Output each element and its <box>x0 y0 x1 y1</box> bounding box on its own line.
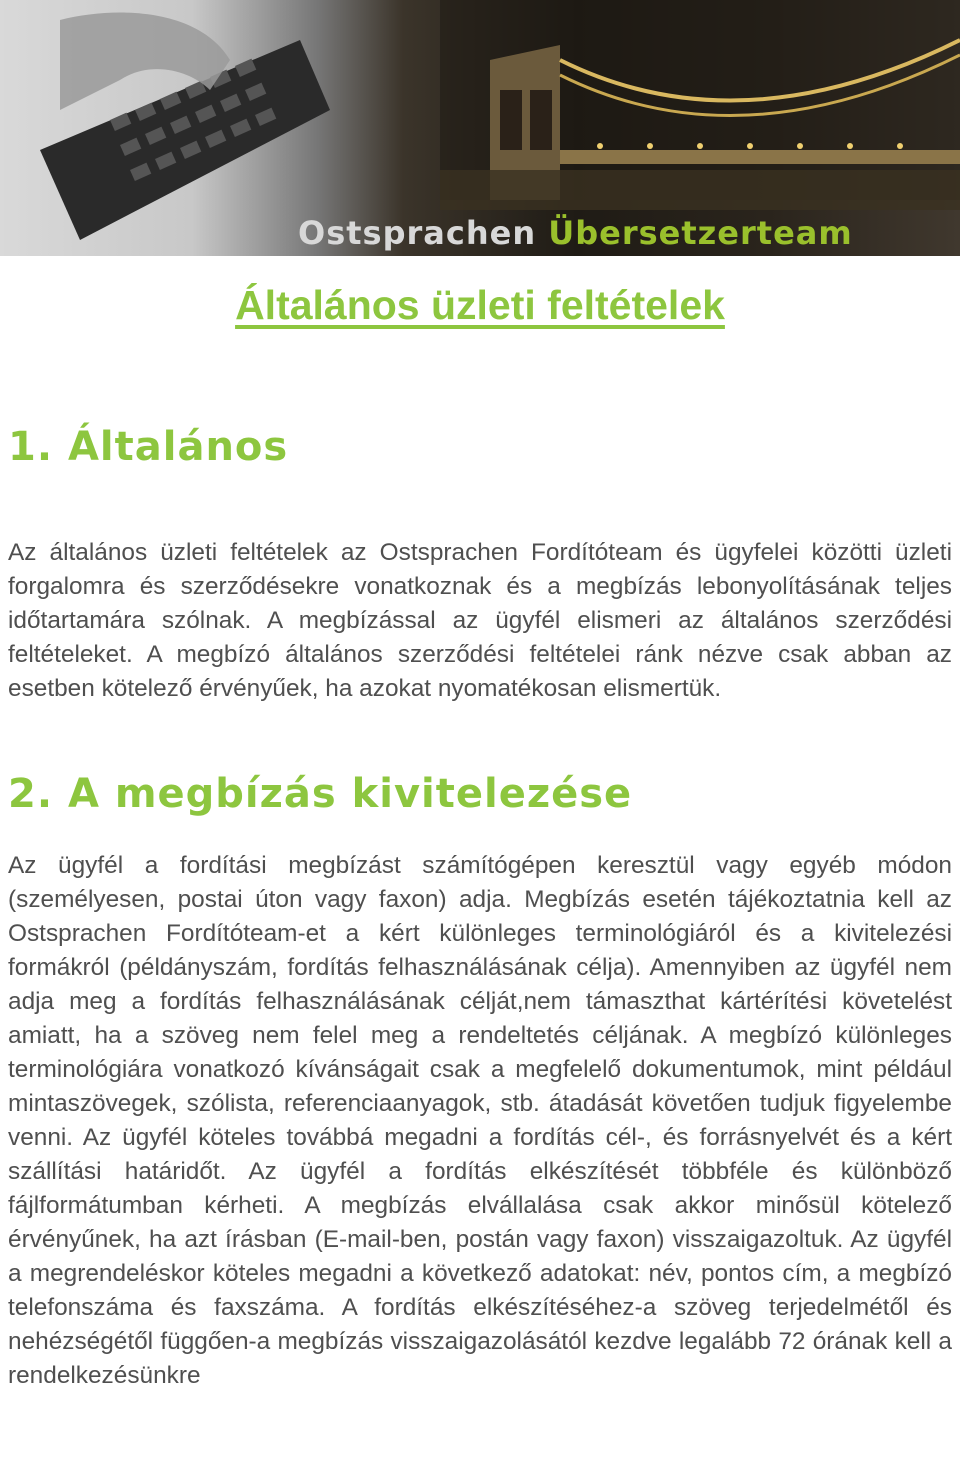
section-body-2: Az ügyfél a fordítási megbízást számítógépen keresztül vagy egyéb módon (személyesen, postai úton vagy faxon) adja. Megbízás esetén tájékoztatnia kell az Ostsprachen Fordítóteam-et a kért különleges terminológiáról és a kivitelezési formákról (példányszám, fordítás felhasználásának célja). Amennyiben az ügyfél nem adja meg a fordítás felhasználásának célját,nem támaszthat kártérítési követelést amiatt, ha a szöveg nem felel meg a rendeltetés céljának. A megbízó különleges terminológiára vonatkozó kívánságait csak a megfelelő dokumentumok, mint például mintaszövegek, szólista, referenciaanyagok, stb. átadását követően tudjuk figyelembe venni. Az ügyfél köteles továbbá megadni a fordítás cél-, és forrásnyelvét és a kért szállítási határidőt. Az ügyfél a fordítás elkészítését többféle és különböző fájlformátumban kérheti. A megbízás elvállalása csak akkor minősül kötelező érvényűnek, ha azt írásban (E-mail-ben, postán vagy faxon) visszaigazoltuk. Az ügyfél a megrendeléskor köteles megadni a következő adatokat: név, pontos cím, a megbízó telefonszáma és faxszáma. A fordítás elkészítéséhez-a szöveg terjedelmétől és nehézségétől függően-a megbízás visszaigazolásától kezdve legalább 72 órának kell a rendelkezésünkre <box>8 852 952 1389</box>
brand-logo <box>298 214 853 252</box>
header-banner <box>0 0 960 256</box>
keyboard-graphic <box>40 13 330 240</box>
logo-part-1: Ostsprachen <box>298 214 537 252</box>
section-heading-2: 2. A megbízás kivitelezése <box>8 771 633 817</box>
section-body-1: Az általános üzleti feltételek az Ostsprachen Fordítóteam és ügyfelei közötti üzleti forgalomra és szerződésekre vonatkoznak és a megbízás lebonyolításának teljes időtartamára szólnak. A megbízással az ügyfél elismeri az általános szerződési feltételeket. A megbízó általános szerződési feltételei ránk nézve csak abban az esetben kötelező érvényűek, ha azokat nyomatékosan elismertük. <box>8 539 952 702</box>
page-title: Általános üzleti feltételek <box>235 282 725 328</box>
section-heading-1: 1. Általános <box>8 424 289 470</box>
logo-part-2: Übersetzerteam <box>548 214 853 252</box>
chain-bridge-graphic <box>440 0 960 210</box>
